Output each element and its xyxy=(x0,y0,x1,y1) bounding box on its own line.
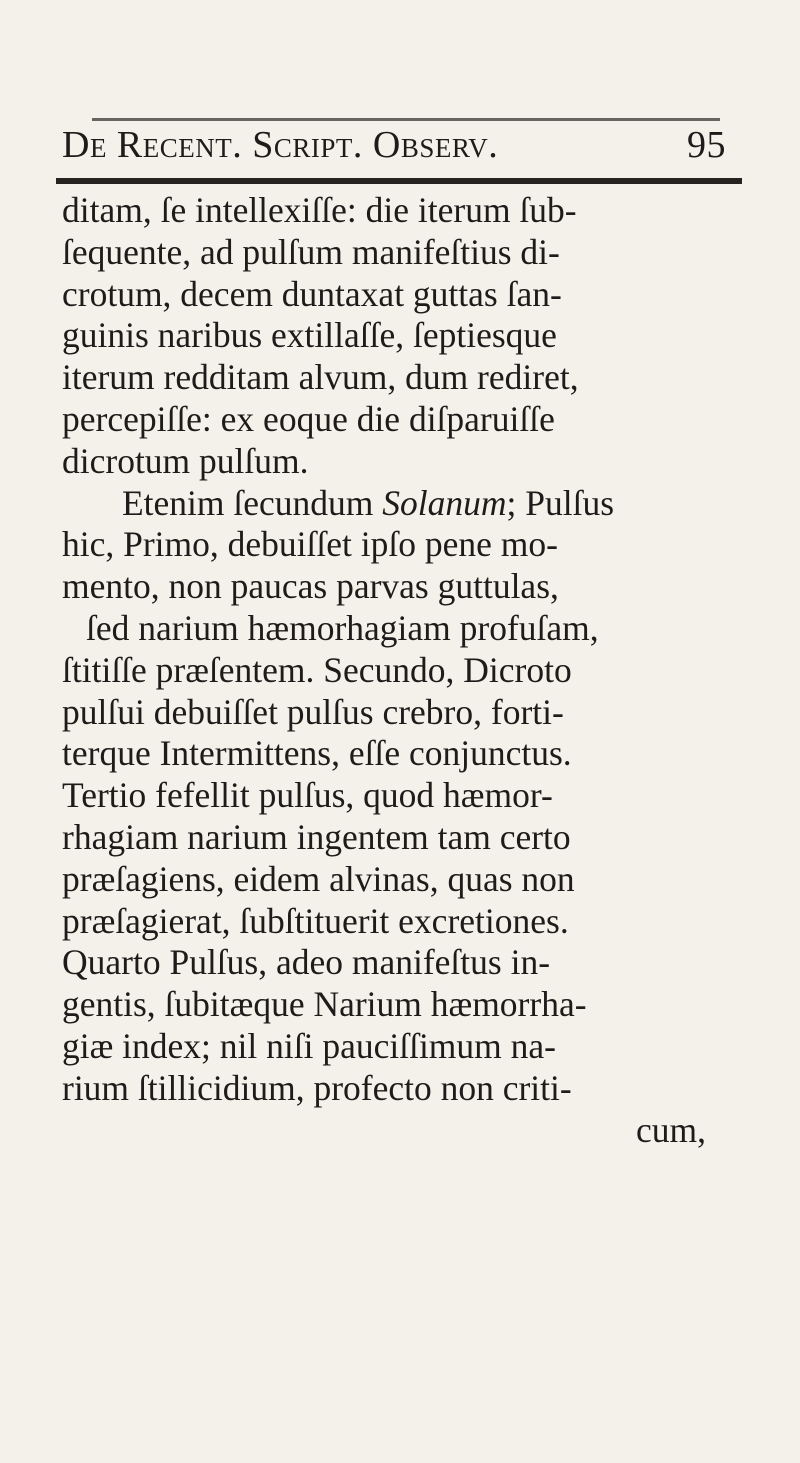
text-line: ditam, ſe intellexiſſe: die iterum ſub- xyxy=(62,190,577,230)
text-line: crotum, decem duntaxat guttas ſan- xyxy=(62,273,562,314)
paragraph-start-line xyxy=(62,483,752,525)
body-text xyxy=(62,190,752,1151)
text-line: iterum redditam alvum, dum rediret, xyxy=(62,357,579,398)
text-line: guinis naribus extillaſſe, ſeptiesque xyxy=(62,315,557,356)
catchword: cum, xyxy=(636,1109,706,1150)
text-line: dicrotum pulſum. xyxy=(62,440,309,481)
text-line: rhagiam narium ingentem tam certo xyxy=(62,816,571,857)
text-line: ſequente, ad pulſum manifeſtius di- xyxy=(62,231,560,272)
text-line: pulſui debuiſſet pulſus crebro, forti- xyxy=(62,691,564,732)
text-line: mento, non paucas parvas guttulas, xyxy=(62,566,559,607)
page-number: 95 xyxy=(687,124,726,166)
text-line: gentis, ſubitæque Narium hæmorrha- xyxy=(62,984,587,1025)
running-title: De Recent. Script. Observ. xyxy=(62,124,499,166)
text-run: ; Pulſus xyxy=(506,482,615,523)
text-line: præſagierat, ſubſtituerit excretiones. xyxy=(62,900,569,941)
text-line: giæ index; nil niſi pauciſſimum na- xyxy=(62,1025,556,1066)
text-line: hic, Primo, debuiſſet ipſo pene mo- xyxy=(62,524,558,565)
italic-name: Solanum xyxy=(382,482,507,523)
text-line: ſtitiſſe præſentem. Secundo, Dicroto xyxy=(62,649,572,690)
text-line: Tertio fefellit pulſus, quod hæmor- xyxy=(62,775,553,816)
header-rule xyxy=(56,178,742,184)
text-line: præſagiens, eidem alvinas, quas non xyxy=(62,858,575,899)
text-line: terque Intermittens, eſſe conjunctus. xyxy=(62,733,572,774)
text-line: Quarto Pulſus, adeo manifeſtus in- xyxy=(62,942,551,983)
text-line: rium ſtillicidium, profecto non criti- xyxy=(62,1067,572,1108)
top-rule xyxy=(92,118,720,121)
running-header xyxy=(62,123,726,179)
text-line: percepiſſe: ex eoque die diſparuiſſe xyxy=(62,398,555,439)
text-line: ſed narium hæmorhagiam profuſam, xyxy=(86,607,599,648)
text-run: Etenim ſecundum xyxy=(122,482,383,523)
